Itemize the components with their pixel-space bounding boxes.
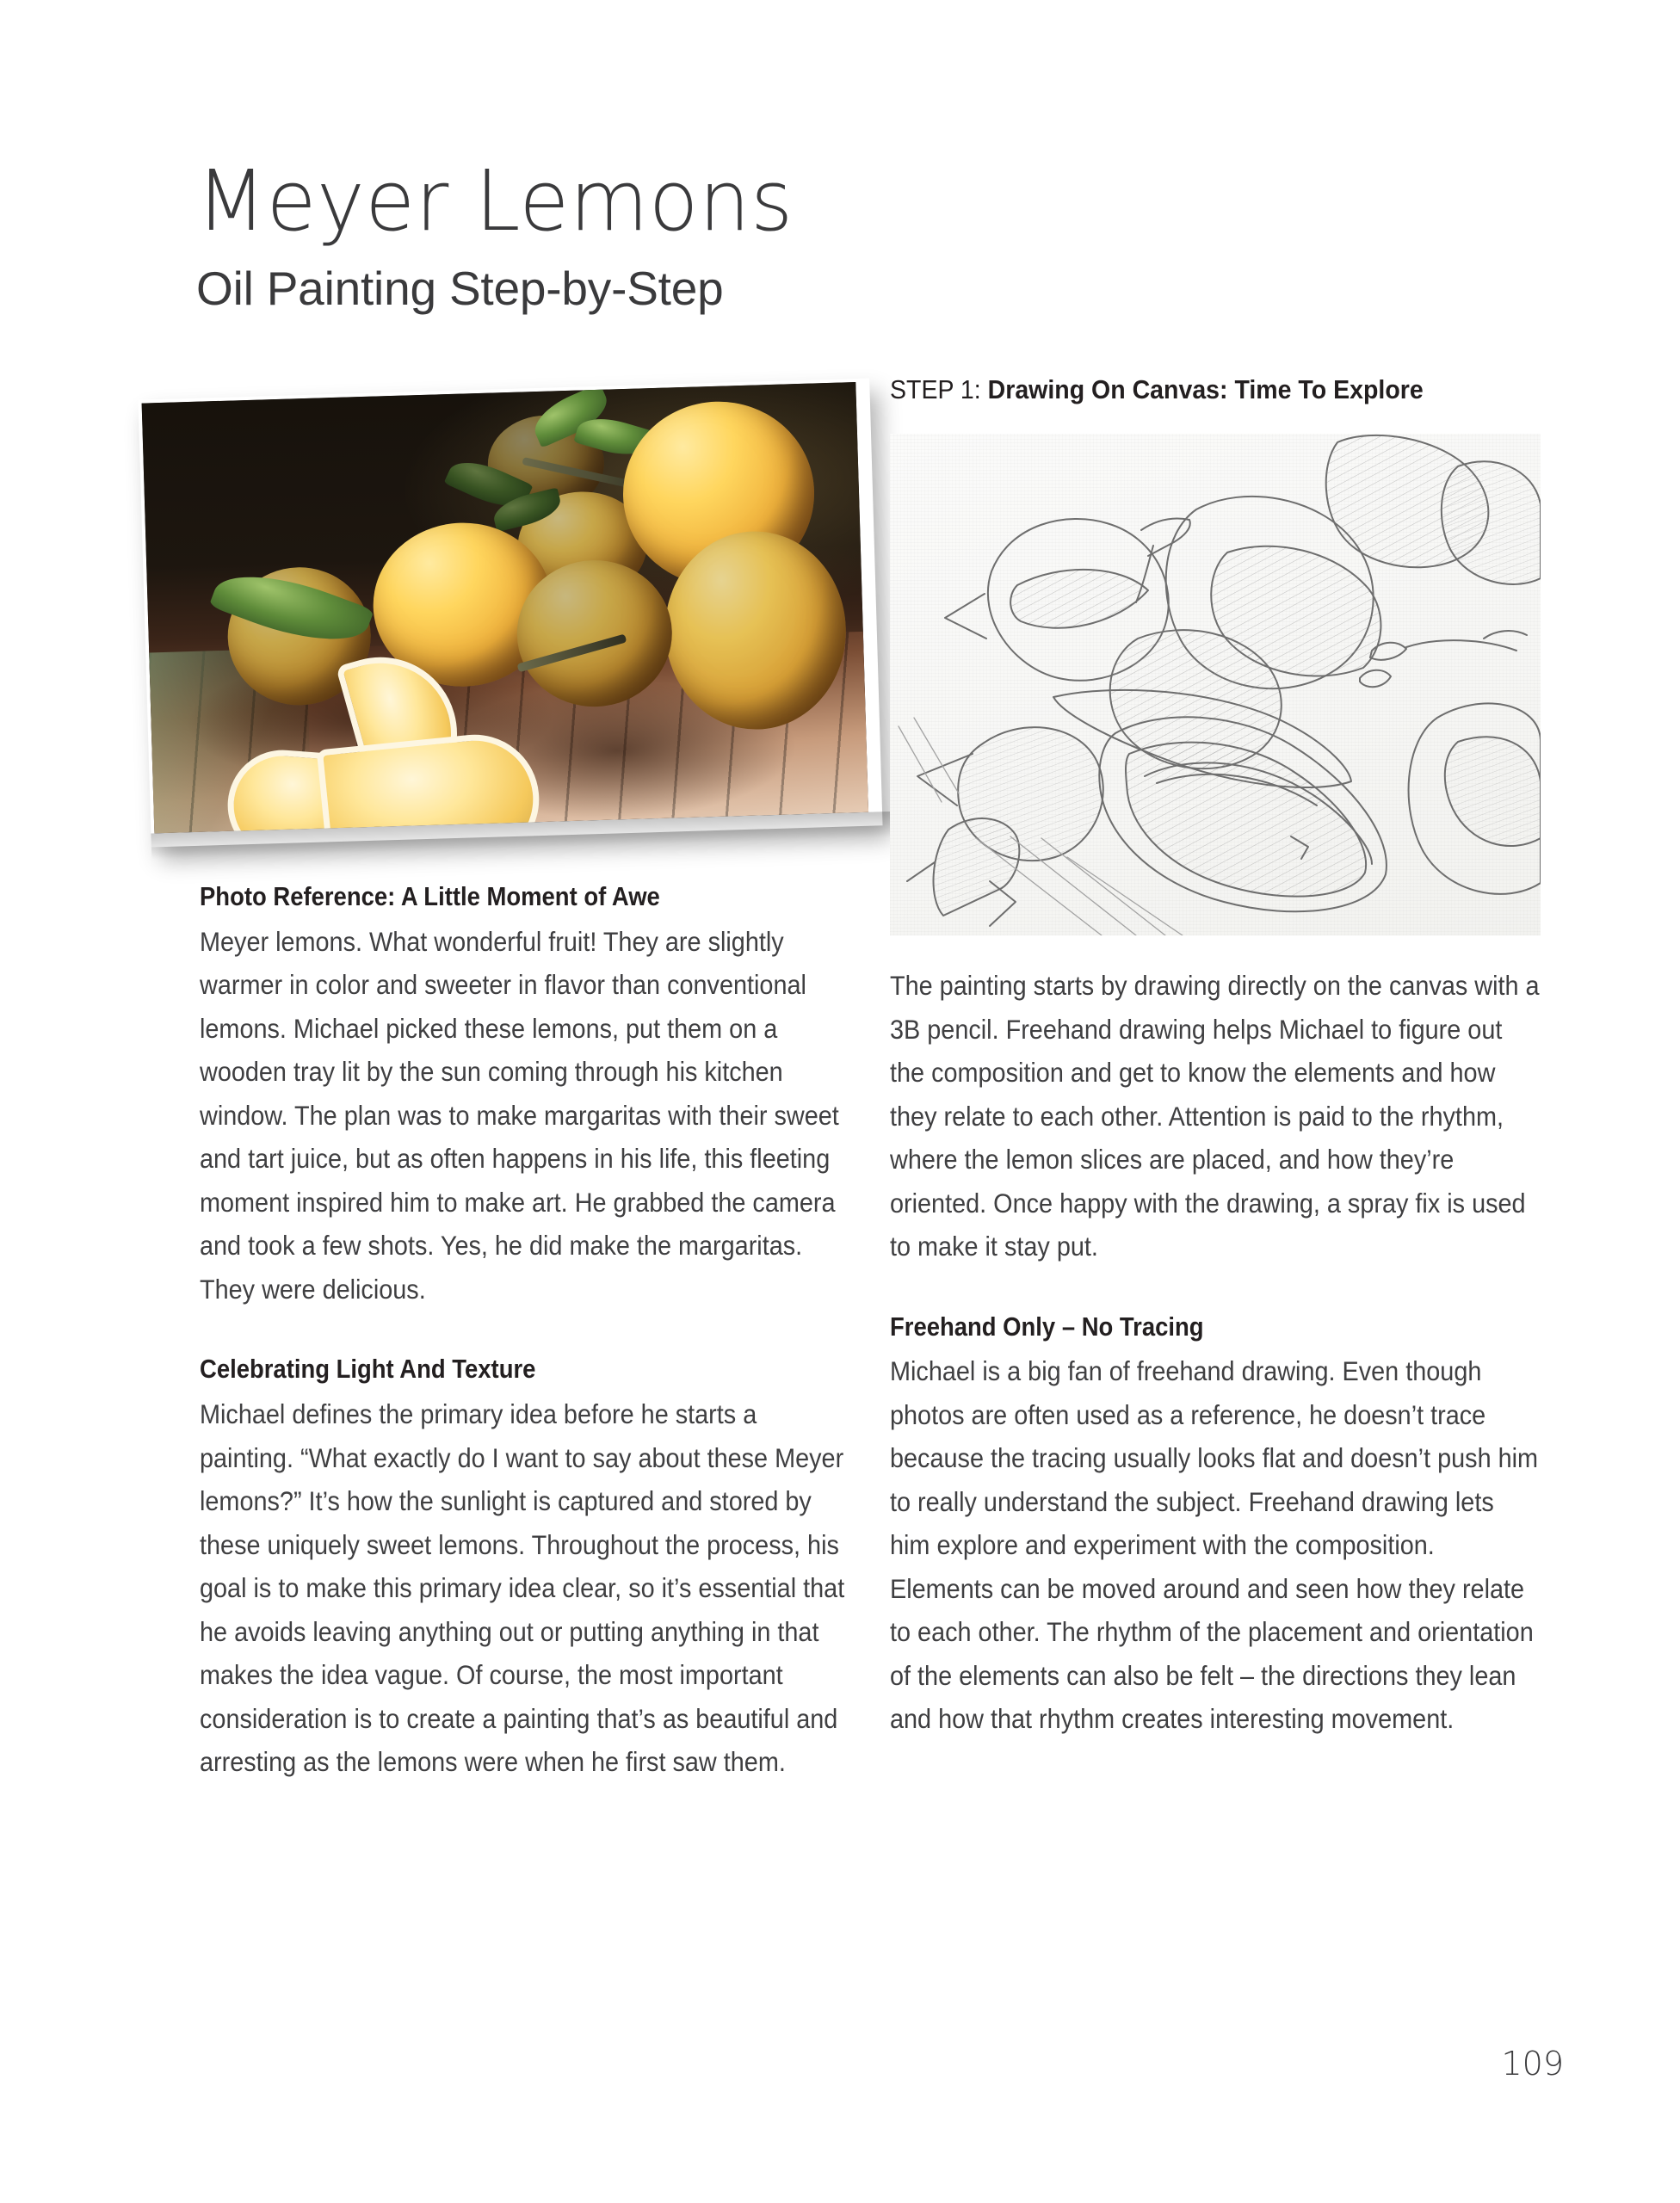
left-heading-photo-reference: Photo Reference: A Little Moment of Awe [200,882,660,911]
step-label: STEP 1: [890,374,988,404]
paragraph-spacer [200,1311,849,1354]
right-paragraph-2: Michael is a big fan of freehand drawing. Even though photos are often used as a reference, he doesn’t trace because the tracing usually looks flat and doesn’t push him to really understand the subject. Freehand drawing lets him explore and experiment with the composition. Elements can be moved around and seen how they relate to each other. The rhythm of the placement and orientation of the elements can also be felt – the directions they lean and how that rhythm creates interesting movement. [890,1355,1539,1735]
right-text-column [890,964,1540,1741]
left-paragraph-2: Michael defines the primary idea before he starts a painting. “What exactly do I want to say about these Meyer lemons?” It’s how the sunlight is captured and stored by these uniquely sweet lemons. Throughout the process, his goal is to make this primary idea clear, so it’s essential that he avoids leaving anything out or putting anything in that makes the idea vague. Of course, the most important consideration is to create a painting that’s as beautiful and arresting as the lemons were when he first saw them. [200,1398,845,1778]
photo-reference-image [142,382,868,833]
left-paragraph-1: Meyer lemons. What wonderful fruit! They are slightly warmer in color and sweeter in flavor than conventional lemons. Michael picked these lemons, put them on a wooden tray lit by the sun coming through his kitchen window. The plan was to make margaritas with their sweet and tart juice, but as often happens in his life, this fleeting moment inspired him to make art. He grabbed the camera and took a few shots. Yes, he did make the margaritas. They were delicious. [200,925,839,1305]
right-paragraph-1: The painting starts by drawing directly on the canvas with a 3B pencil. Freehand drawing helps Michael to figure out the composition and get to know the elements and how they relate to each other. Attention is paid to the rhythm, where the lemon slices are placed, and how they’re oriented. Once happy with the drawing, a spray fix is used to make it stay put. [890,970,1540,1262]
page-title: Meyer Lemons [196,152,794,250]
left-heading-celebrating-light: Celebrating Light And Texture [200,1355,536,1385]
paragraph-spacer [890,1268,1540,1311]
page-number: 109 [1501,2045,1564,2083]
step-title: Drawing On Canvas: Time To Explore [987,374,1424,404]
right-heading-freehand-only: Freehand Only – No Tracing [890,1311,1204,1342]
left-text-column [200,881,849,1784]
page-subtitle: Oil Painting Step-by-Step [196,262,724,315]
photo-reference-frame [138,379,882,848]
pencil-sketch-svg [890,434,1541,935]
masthead [196,152,1401,315]
step-heading [890,373,1424,405]
pencil-sketch-image [890,434,1541,935]
